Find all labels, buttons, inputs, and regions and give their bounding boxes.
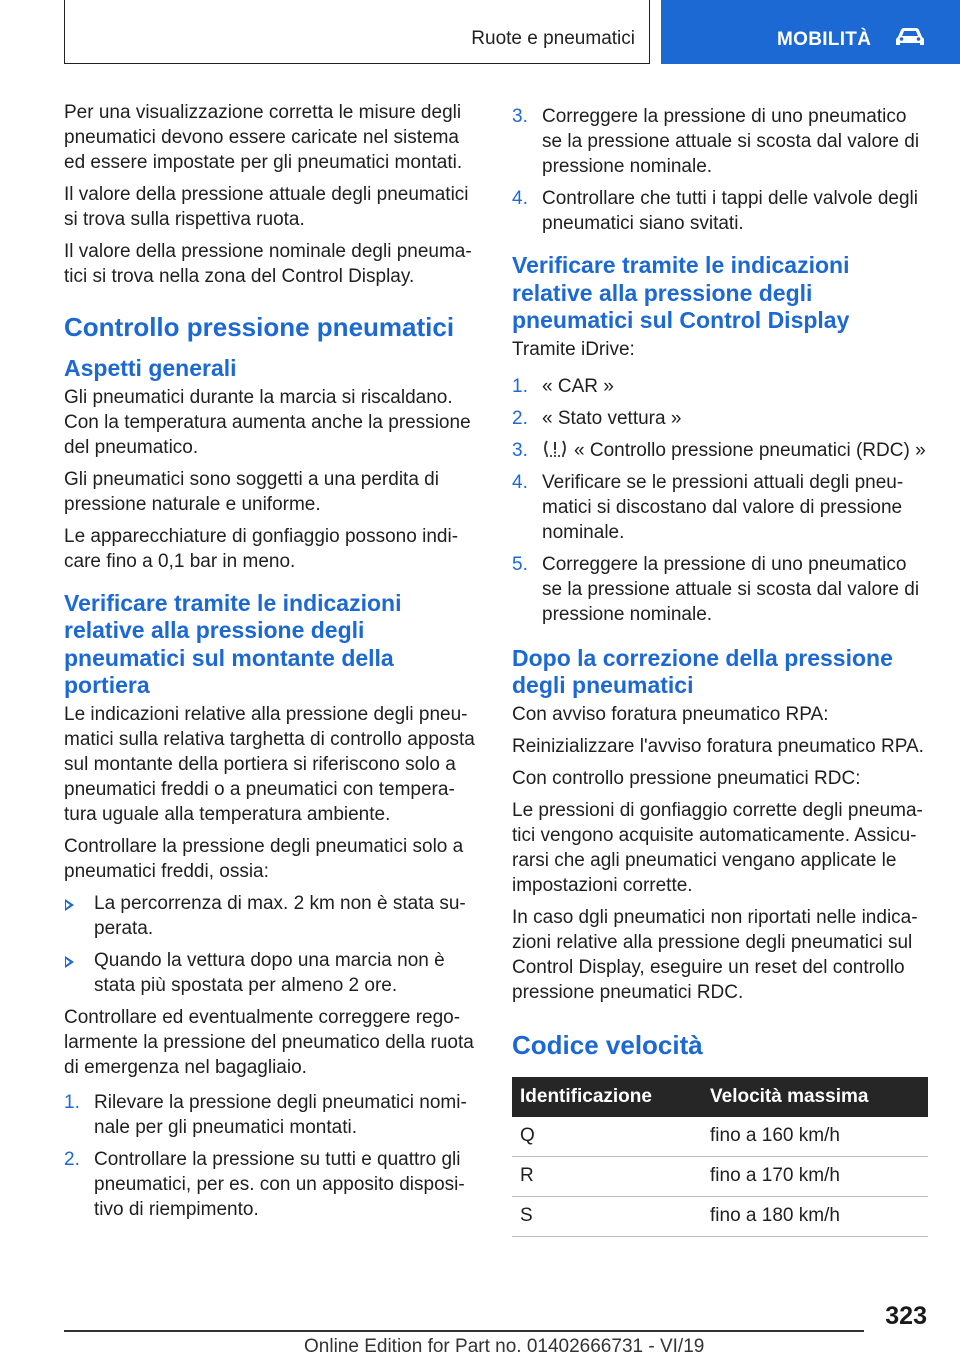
list-item: 1. Rilevare la pressione degli pneumatici nominale per gli pneumatici montati. [64, 1091, 467, 1138]
section-heading-tire-pressure: Controllo pressione pneumatici [64, 312, 455, 342]
subheading-after-correction: Dopo la correzione della pressione degli pneumatici [512, 644, 893, 698]
triangle-bullet-icon [65, 899, 74, 911]
table-row [512, 1196, 928, 1236]
list-item: La percorrenza di max. 2 km non è stata superata. [64, 891, 478, 941]
subheading-general: Aspetti generali [64, 355, 237, 381]
section-title: Ruote e pneumatici [471, 28, 635, 49]
table-row [512, 1117, 928, 1157]
idrive-steps-list [512, 374, 928, 627]
table-cell: S [512, 1196, 702, 1236]
paragraph: Le pressioni di gonfiaggio corrette degli pneumatici vengono acquisite automaticamente. Assicurarsi che agli pneumatici vengano applicate le impostazioni corrette. [512, 799, 923, 896]
table-cell: fino a 160 km/h [702, 1117, 928, 1157]
paragraph: Il valore della pressione attuale degli pneumatici si trova sulla rispettiva ruota. [64, 184, 469, 230]
column-header: Identificazione [512, 1077, 702, 1117]
header-chapter-box [661, 0, 960, 64]
paragraph: Per una visualizzazione corretta le misure degli pneumatici devono essere caricate nel sistema ed essere impostate per gli pneumatici montati. [64, 102, 463, 173]
list-item: Quando la vettura dopo una marcia non è stata più spostata per almeno 2 ore. [64, 948, 478, 998]
subheading-door-pillar: Verificare tramite le indicazioni relative alla pressione degli pneumatici sul montante della portiera [64, 589, 402, 698]
paragraph: Con controllo pressione pneumatici RDC: [512, 767, 861, 789]
speed-code-table [512, 1077, 928, 1237]
table-cell: fino a 170 km/h [702, 1156, 928, 1196]
paragraph: Tramite iDrive: [512, 338, 635, 360]
paragraph: Le apparecchiature di gonfiaggio possono indicare fino a 0,1 bar in meno. [64, 525, 459, 572]
paragraph: Controllare ed eventualmente correggere regolarmente la pressione del pneumatico della ruota di emergenza nel bagagliaio. [64, 1006, 474, 1078]
paragraph: Gli pneumatici durante la marcia si riscaldano. Con la temperatura aumenta anche la pressione del pneumatico. [64, 386, 471, 458]
table-cell: fino a 180 km/h [702, 1196, 928, 1236]
bullet-list [64, 891, 478, 998]
section-heading-speed-code: Codice velocità [512, 1029, 703, 1060]
paragraph: Controllare la pressione degli pneumatici solo a pneumatici freddi, ossia: [64, 835, 464, 882]
list-item: 5. Correggere la pressione di uno pneumatico se la pressione attuale si scosta dal valore di pressione nominale. [512, 553, 920, 625]
car-icon [894, 25, 926, 49]
left-column [64, 100, 478, 1229]
table-header-row [512, 1077, 928, 1117]
numbered-list [64, 1090, 478, 1222]
right-column [512, 104, 928, 1237]
list-item: 3. Correggere la pressione di uno pneumatico se la pressione attuale si scosta dal valore di pressione nominale. [512, 106, 920, 177]
table-cell: R [512, 1156, 702, 1196]
table-row [512, 1156, 928, 1196]
table-cell: Q [512, 1117, 702, 1157]
header-section-box [64, 0, 650, 64]
page-number: 323 [885, 1302, 927, 1330]
list-item: 4. Controllare che tutti i tappi delle valvole degli pneumatici siano svitati. [512, 188, 918, 234]
paragraph: Le indicazioni relative alla pressione degli pneumatici sulla relativa targhetta di controllo apposta sul montante della portiera si riferiscono solo a pneumatici freddi o a pneumatici con temperatura uguale alla temperatura ambiente. [64, 703, 475, 825]
paragraph: Gli pneumatici sono soggetti a una perdita di pressione naturale e uniforme. [64, 468, 439, 515]
subheading-control-display: Verificare tramite le indicazioni relative alla pressione degli pneumatici sul Control Display [512, 252, 850, 333]
chapter-title: MOBILITÀ [777, 29, 872, 50]
paragraph: Reinizializzare l'avviso foratura pneumatico RPA. [512, 735, 924, 757]
list-item: 2. « Stato vettura » [512, 407, 682, 429]
paragraph: Il valore della pressione nominale degli pneumatici si trova nella zona del Control Display. [64, 241, 472, 287]
column-header: Velocità massima [702, 1077, 928, 1117]
footer-divider [64, 1330, 864, 1332]
triangle-bullet-icon [65, 956, 74, 968]
tire-pressure-warning-icon [542, 439, 568, 459]
paragraph: In caso dgli pneumatici non riportati nelle indicazioni relative alla pressione degli pneumatici sul Control Display, eseguire un reset del controllo pressione pneumatici RDC. [512, 906, 918, 1003]
numbered-list [512, 104, 928, 236]
list-item: 1. « CAR » [512, 375, 614, 397]
list-item: 4. Verificare se le pressioni attuali degli pneumatici si discostano dal valore di pressione nominale. [512, 471, 904, 543]
edition-note: Online Edition for Part no. 01402666731 - VI/19 [304, 1336, 705, 1357]
list-item: 3. « Controllo pressione pneumatici (RDC) » [512, 439, 926, 461]
paragraph: Con avviso foratura pneumatico RPA: [512, 703, 829, 725]
list-item: 2. Controllare la pressione su tutti e quattro gli pneumatici, per es. con un apposito dispositivo di riempimento. [64, 1148, 465, 1220]
